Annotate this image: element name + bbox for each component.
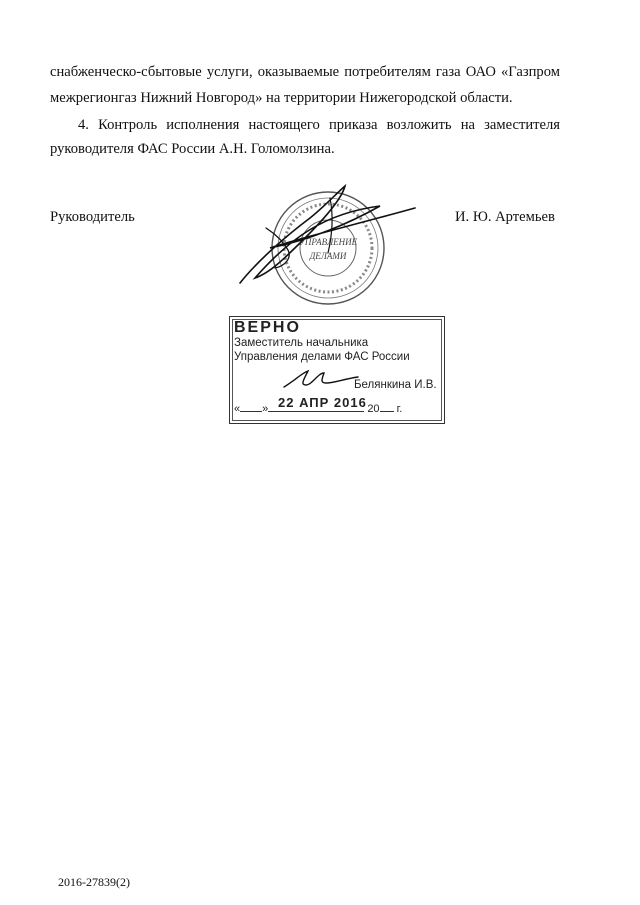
- date-year-prefix: 20: [367, 403, 380, 415]
- stamp-name: Белянкина И.В.: [354, 379, 437, 391]
- document-number: 2016-27839(2): [58, 875, 130, 889]
- signer-title: Руководитель: [50, 209, 135, 225]
- paragraph-2-line-2: руководителя ФАС России А.Н. Голомолзина.: [50, 141, 335, 157]
- certification-stamp: [229, 316, 445, 424]
- date-month-blank: [268, 403, 364, 412]
- stamp-signature: [280, 365, 360, 391]
- stamp-date: 22 АПР 2016: [278, 395, 367, 410]
- official-seal: [230, 178, 420, 308]
- stamp-date-row: [234, 403, 402, 415]
- date-close-quote: »: [262, 403, 269, 415]
- seal-center-text-2: ДЕЛАМИ: [309, 251, 347, 261]
- stamp-title: ВЕРНО: [234, 319, 301, 336]
- date-open-quote: «: [234, 403, 241, 415]
- seal-center-text-1: УПРАВЛЕНИЕ: [298, 237, 358, 247]
- paragraph-1-line-1: снабженческо-сбытовые услуги, оказываемые потребителям газа ОАО «Газпром: [50, 64, 560, 80]
- paragraph-2-line-1: 4. Контроль исполнения настоящего приказа возложить на заместителя: [78, 117, 560, 133]
- date-year-suffix: г.: [396, 403, 403, 415]
- seal-inner-ring: [300, 220, 356, 276]
- signer-name: И. Ю. Артемьев: [455, 209, 555, 225]
- signature-scribble: [240, 186, 415, 283]
- stamp-position-line-1: Заместитель начальника: [234, 337, 369, 349]
- stamp-position-line-2: Управления делами ФАС России: [234, 351, 410, 363]
- paragraph-1-line-2: межрегионгаз Нижний Новгород» на территории Нижегородской области.: [50, 90, 513, 106]
- date-day-blank: [240, 403, 262, 412]
- date-year-blank: [380, 403, 394, 412]
